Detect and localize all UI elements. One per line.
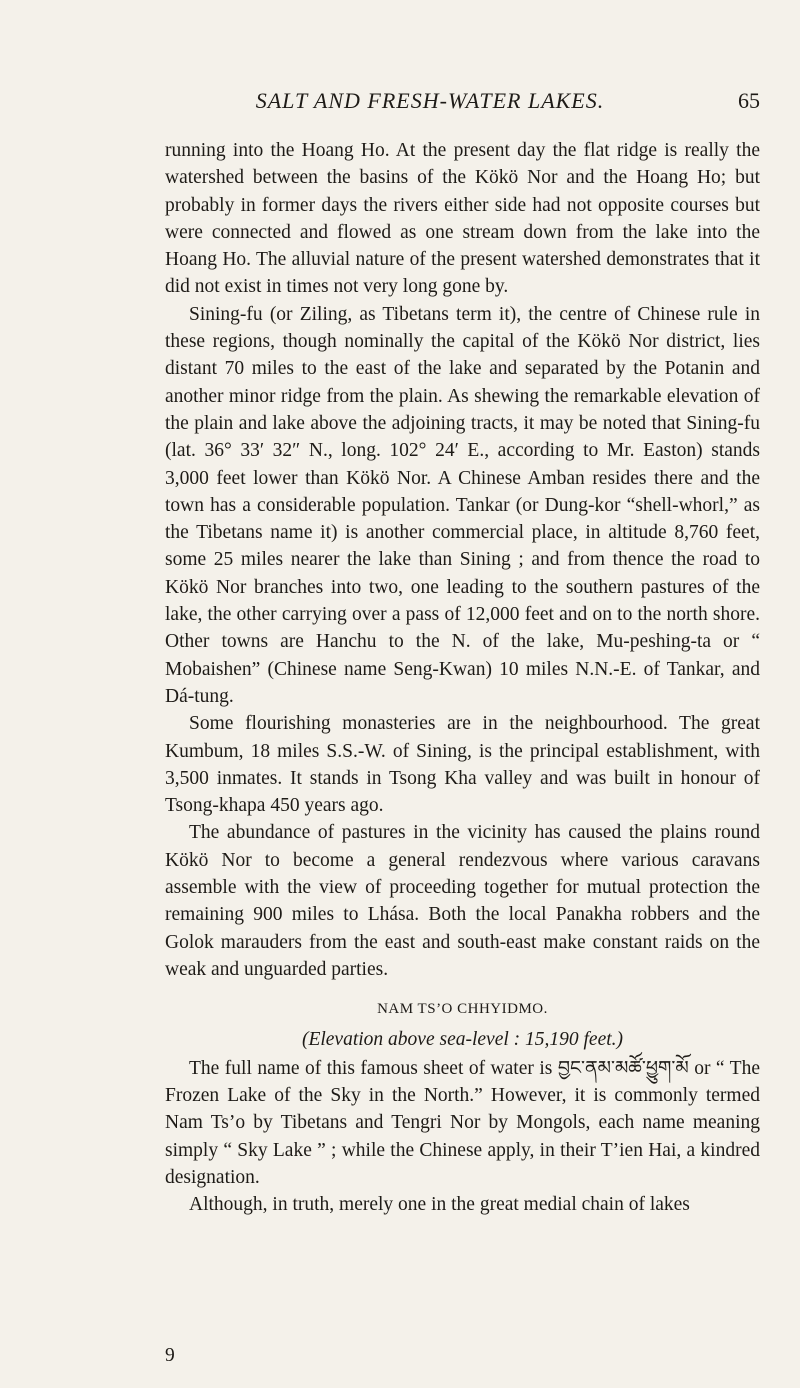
text-before-script: The full name of this famous sheet of water is bbox=[189, 1057, 553, 1079]
section-heading: NAM TS’O CHHYIDMO. bbox=[377, 1001, 548, 1018]
paragraph: running into the Hoang Ho. At the present day the flat ridge is really the watershed between the basins of the Kökö Nor and the Hoang Ho; but probably in former days the rivers either side had not opposite courses but were connected and flowed as one stream down from the lake into the Hoang Ho. The alluvial nature of the present watershed demonstrates that it did not exist in times not very long gone by. bbox=[165, 140, 760, 298]
running-title: SALT AND FRESH-WATER LAKES. bbox=[255, 88, 605, 113]
paragraph bbox=[165, 1055, 760, 1191]
elevation-note: (Elevation above sea-level : 15,190 feet.) bbox=[301, 1028, 624, 1050]
paragraph: Sining-fu (or Ziling, as Tibetans term it), the centre of Chinese rule in these regions, though nominally the capital of the Kökö Nor district, lies distant 70 miles to the east of the lake and separated by the Potanin and another minor ridge from the plain. As shewing the remarkable elevation of the plain and lake above the adjoining tracts, it may be noted that Sining-fu (lat. 36° 33′ 32″ N., long. 102° 24′ E., according to Mr. Easton) stands 3,000 feet lower than Kökö Nor. A Chinese Amban resides there and the town has a considerable population. Tankar (or Dung-kor “shell-whorl,” as the Tibetans name it) is another commercial place, in altitude 8,760 feet, some 25 miles nearer the lake than Sining ; and from thence the road to Kökö Nor branches into two, one leading to the southern pastures of the lake, the other carrying over a pass of 12,000 feet and on to the north shore. Other towns are Hanchu to the N. of the lake, Mu-peshing-ta or “ Mobaishen” (Chinese name Seng-Kwan) 10 miles N.N.-E. of Tankar, and Dá-tung. bbox=[165, 303, 760, 707]
paragraph: Although, in truth, merely one in the great medial chain of lakes bbox=[189, 1194, 690, 1216]
page-header bbox=[160, 88, 760, 118]
paragraph: The abundance of pastures in the vicinity has caused the plains round Kökö Nor to become a general rendezvous where various caravans assemble with the view of proceeding together for mutual protection the remaining 900 miles to Lhásа. Both the local Panakha robbers and the Golok marauders from the east and south-east make constant raids on the weak and unguarded parties. bbox=[165, 822, 760, 980]
signature-mark: 9 bbox=[165, 1345, 175, 1366]
paragraph: Some flourishing monasteries are in the neighbourhood. The great Kumbum, 18 miles S.S.-W. of Sining, is the principal establishment, with 3,500 inmates. It stands in Tsong Kha valley and was built in honour of Tsong-khapa 450 years ago. bbox=[165, 713, 760, 817]
body-text bbox=[165, 137, 760, 1219]
page-number: 65 bbox=[738, 88, 760, 113]
text-after-script: or “ The Frozen Lake of the Sky in the North.” However, it is commonly termed Nam Ts’o by Tibetans and Tengri Nor by Mongols, each name meaning simply “ Sky Lake ” ; while the Chinese apply, in their T’ien Hai, a kindred designation. bbox=[165, 1057, 760, 1188]
tibetan-script: བྱང་ནམ་མཚོ་ཕྱུག་མོ bbox=[557, 1056, 689, 1079]
